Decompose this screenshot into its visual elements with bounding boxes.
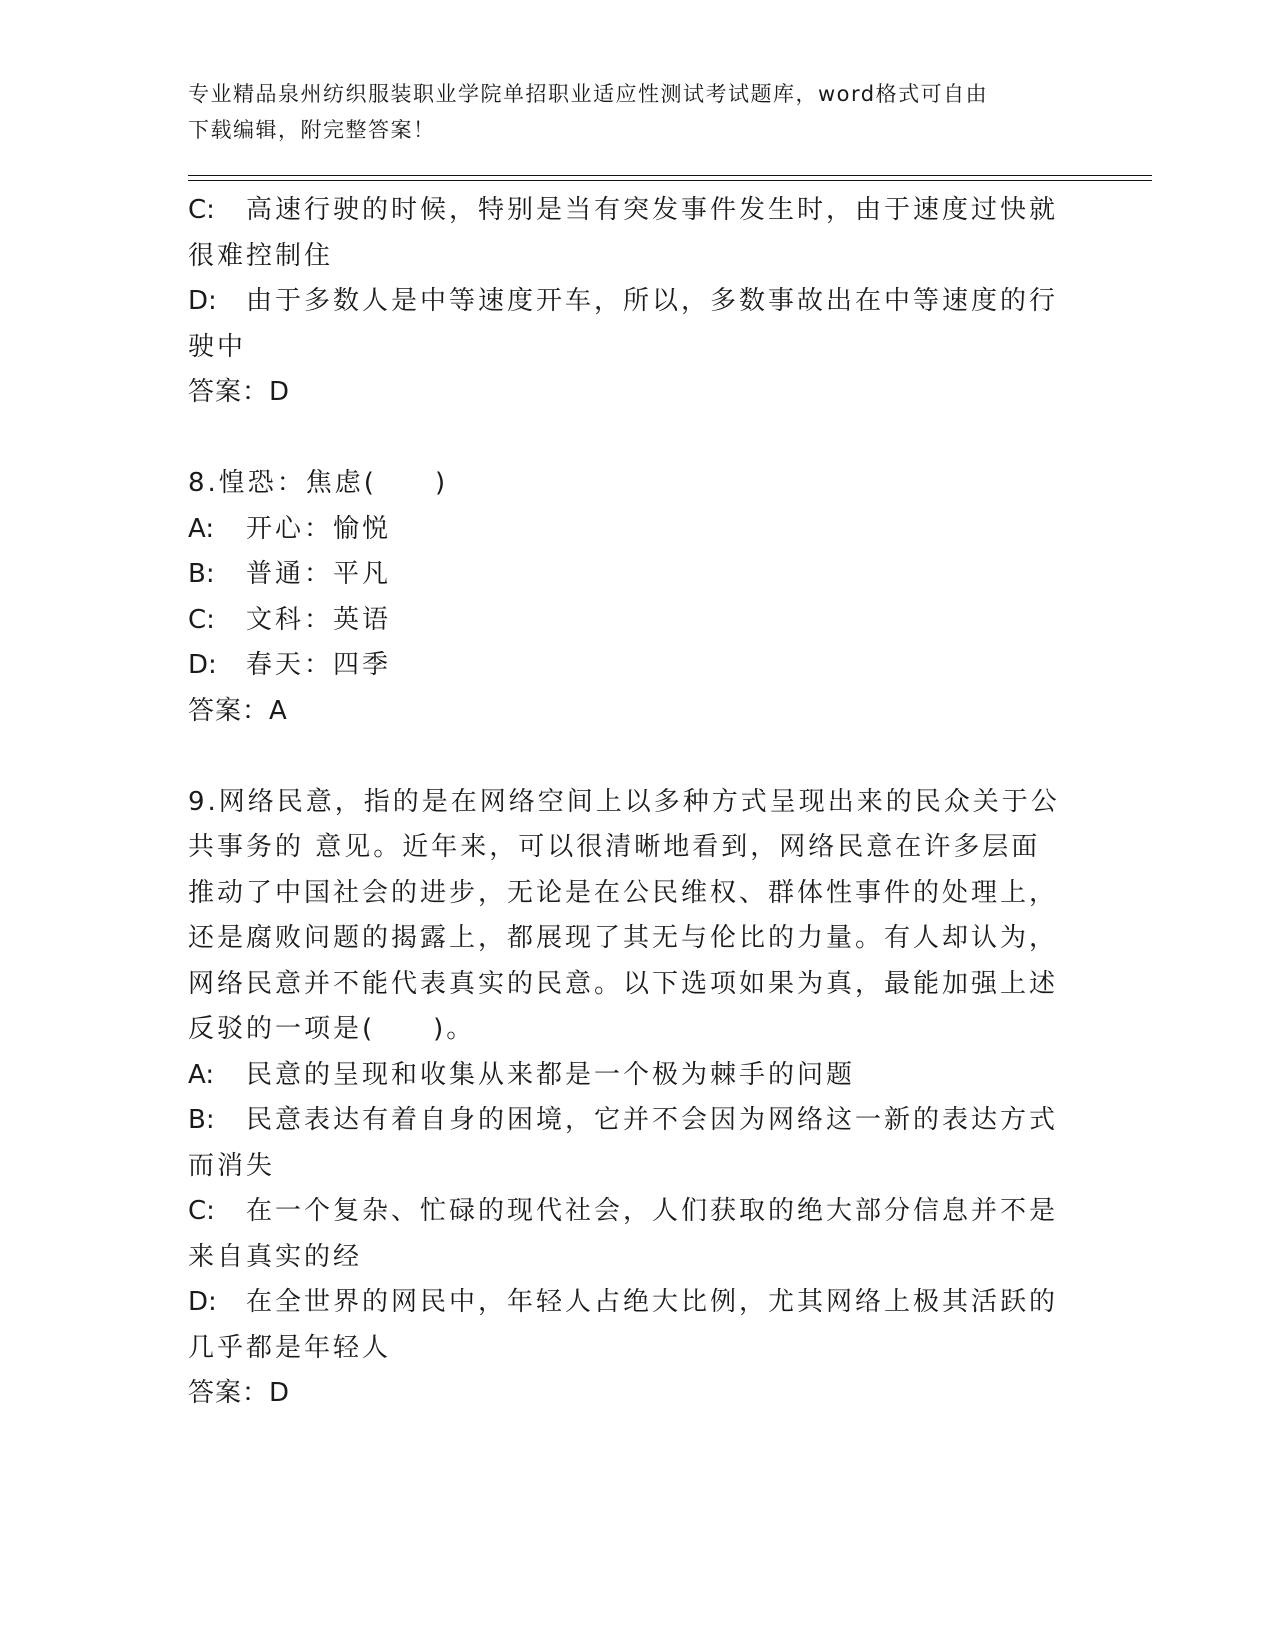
option-text: 文科：英语 [246, 604, 392, 635]
question-7-continued [188, 188, 1068, 416]
question-9-option-d [188, 1280, 1068, 1371]
option-text: 在全世界的网民中，年轻人占绝大比例，尤其网络上极其活跃的几乎都是年轻人 [188, 1287, 1059, 1363]
document-body [188, 188, 1068, 1417]
question-8-option-d [188, 643, 1068, 689]
spacer [188, 734, 1068, 780]
option-letter: B: [188, 559, 215, 589]
question-8-option-a [188, 507, 1068, 553]
option-letter: B: [188, 1105, 215, 1135]
option-text: 民意的呈现和收集从来都是一个极为棘手的问题 [246, 1059, 856, 1090]
option-text: 高速行驶的时候，特别是当有突发事件发生时，由于速度过快就很难控制住 [188, 195, 1059, 271]
option-letter: D: [188, 286, 217, 316]
question-7-answer: 答案：D [188, 377, 291, 407]
question-8-option-b [188, 552, 1068, 598]
header-divider-top [188, 175, 1152, 176]
question-8-option-c [188, 598, 1068, 644]
header-divider-bottom [188, 180, 1152, 181]
option-letter: D: [188, 650, 217, 680]
option-letter: D: [188, 1287, 217, 1317]
option-text: 开心：愉悦 [246, 513, 392, 544]
question-8-answer: 答案：A [188, 695, 288, 726]
option-letter: C: [188, 604, 215, 635]
question-9 [188, 780, 1068, 1417]
option-text: 春天：四季 [246, 650, 392, 680]
question-9-option-b [188, 1098, 1068, 1189]
question-9-stem: 9.网络民意，指的是在网络空间上以多种方式呈现出来的民众关于公共事务的 意见。近年来，可以很清晰地看到，网络民意在许多层面推动了中国社会的进步，无论是在公民维权、群体性事件的处理上，还是腐败问题的揭露上，都展现了其无与伦比的力量。有人却认为，网络民意并不能代表真实的民意。以下选项如果为真，最能加强上述反驳的一项是( )。 [188, 786, 1060, 1044]
question-9-option-a [188, 1053, 1068, 1099]
option-text: 民意表达有着自身的困境，它并不会因为网络这一新的表达方式而消失 [188, 1105, 1059, 1181]
question-9-answer: 答案：D [188, 1378, 291, 1408]
header-line-1: 专业精品泉州纺织服装职业学院单招职业适应性测试考试题库，word格式可自由 [188, 82, 989, 106]
option-text: 普通：平凡 [246, 559, 392, 589]
question-7-option-c [188, 188, 1068, 279]
question-7-option-d [188, 279, 1068, 370]
option-text: 由于多数人是中等速度开车，所以，多数事故出在中等速度的行驶中 [188, 286, 1059, 362]
option-letter: A: [188, 1059, 215, 1090]
question-8 [188, 461, 1068, 734]
question-9-option-c [188, 1189, 1068, 1280]
option-letter: A: [188, 513, 215, 544]
option-letter: C: [188, 195, 215, 225]
header-line-2: 下载编辑，附完整答案！ [188, 118, 436, 142]
question-8-stem: 8.惶恐：焦虑( ) [188, 468, 449, 498]
option-text: 在一个复杂、忙碌的现代社会，人们获取的绝大部分信息并不是来自真实的经 [188, 1196, 1059, 1272]
option-letter: C: [188, 1196, 215, 1226]
document-header [188, 76, 1068, 148]
spacer [188, 416, 1068, 462]
